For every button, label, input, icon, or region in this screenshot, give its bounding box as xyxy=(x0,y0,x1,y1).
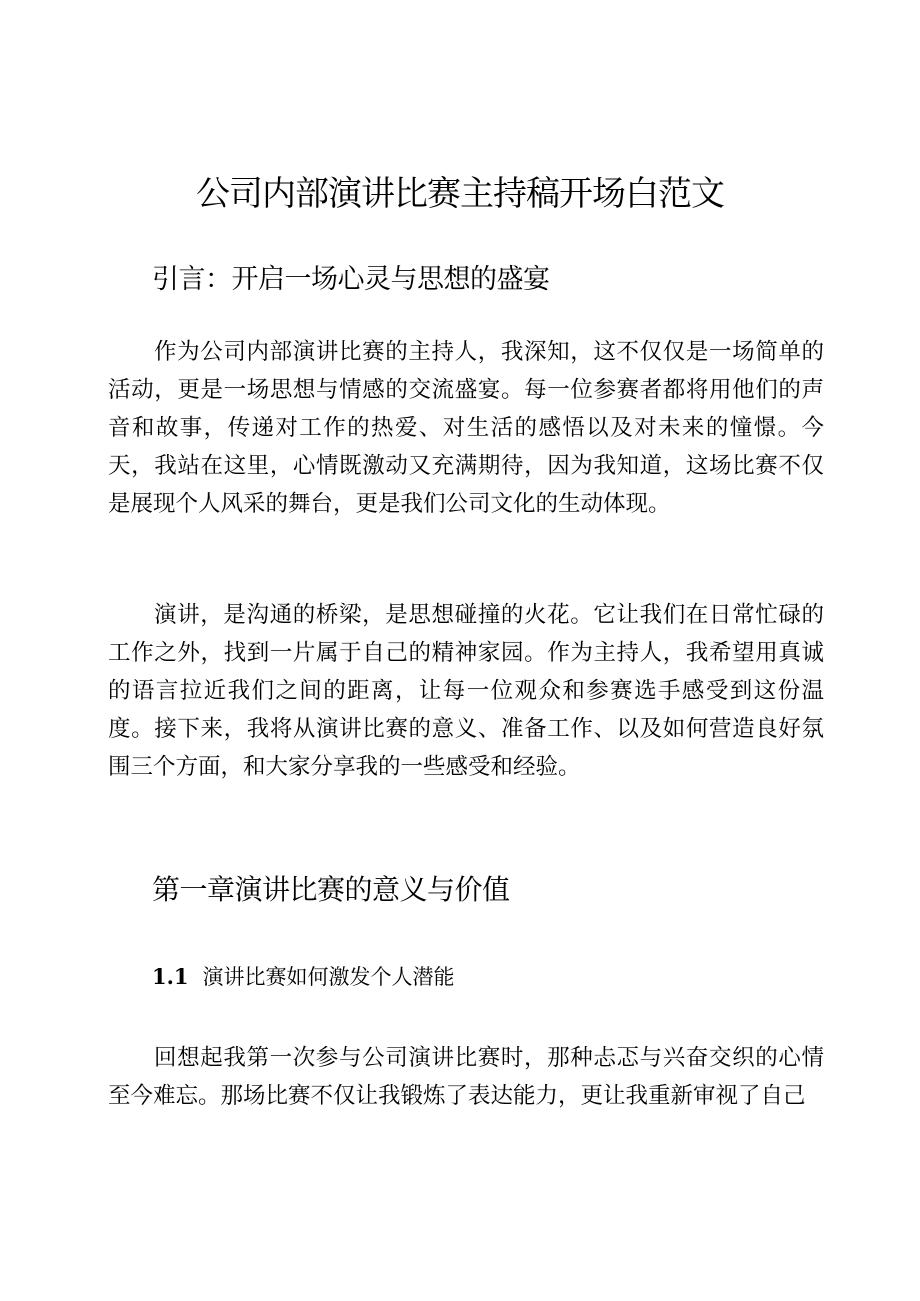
intro-heading: 引言：开启一场心灵与思想的盛宴 xyxy=(152,264,550,295)
section-title: 演讲比赛如何激发个人潜能 xyxy=(202,965,455,989)
document-title: 公司内部演讲比赛主持稿开场白范文 xyxy=(196,174,724,214)
section-paragraph: 回想起我第一次参与公司演讲比赛时，那种忐忑与兴奋交织的心情至今难忘。那场比赛不仅让我锻炼了表达能力，更让我重新审视了自己 xyxy=(108,1045,824,1109)
section-heading xyxy=(152,960,455,994)
section-number: 1.1 xyxy=(152,964,189,989)
chapter-heading: 第一章演讲比赛的意义与价值 xyxy=(152,873,510,906)
intro-paragraph-2: 演讲，是沟通的桥梁，是思想碰撞的火花。它让我们在日常忙碌的工作之外，找到一片属于自己的精神家园。作为主持人，我希望用真诚的语言拉近我们之间的距离，让每一位观众和参赛选手感受到这份温度。接下来，我将从演讲比赛的意义、准备工作、以及如何营造良好氛围三个方面，和大家分享我的一些感受和经验。 xyxy=(108,602,824,780)
intro-paragraph-1: 作为公司内部演讲比赛的主持人，我深知，这不仅仅是一场简单的活动，更是一场思想与情感的交流盛宴。每一位参赛者都将用他们的声音和故事，传递对工作的热爱、对生活的感悟以及对未来的憧憬。今天，我站在这里，心情既激动又充满期待，因为我知道，这场比赛不仅是展现个人风采的舞台，更是我们公司文化的生动体现。 xyxy=(108,339,824,517)
